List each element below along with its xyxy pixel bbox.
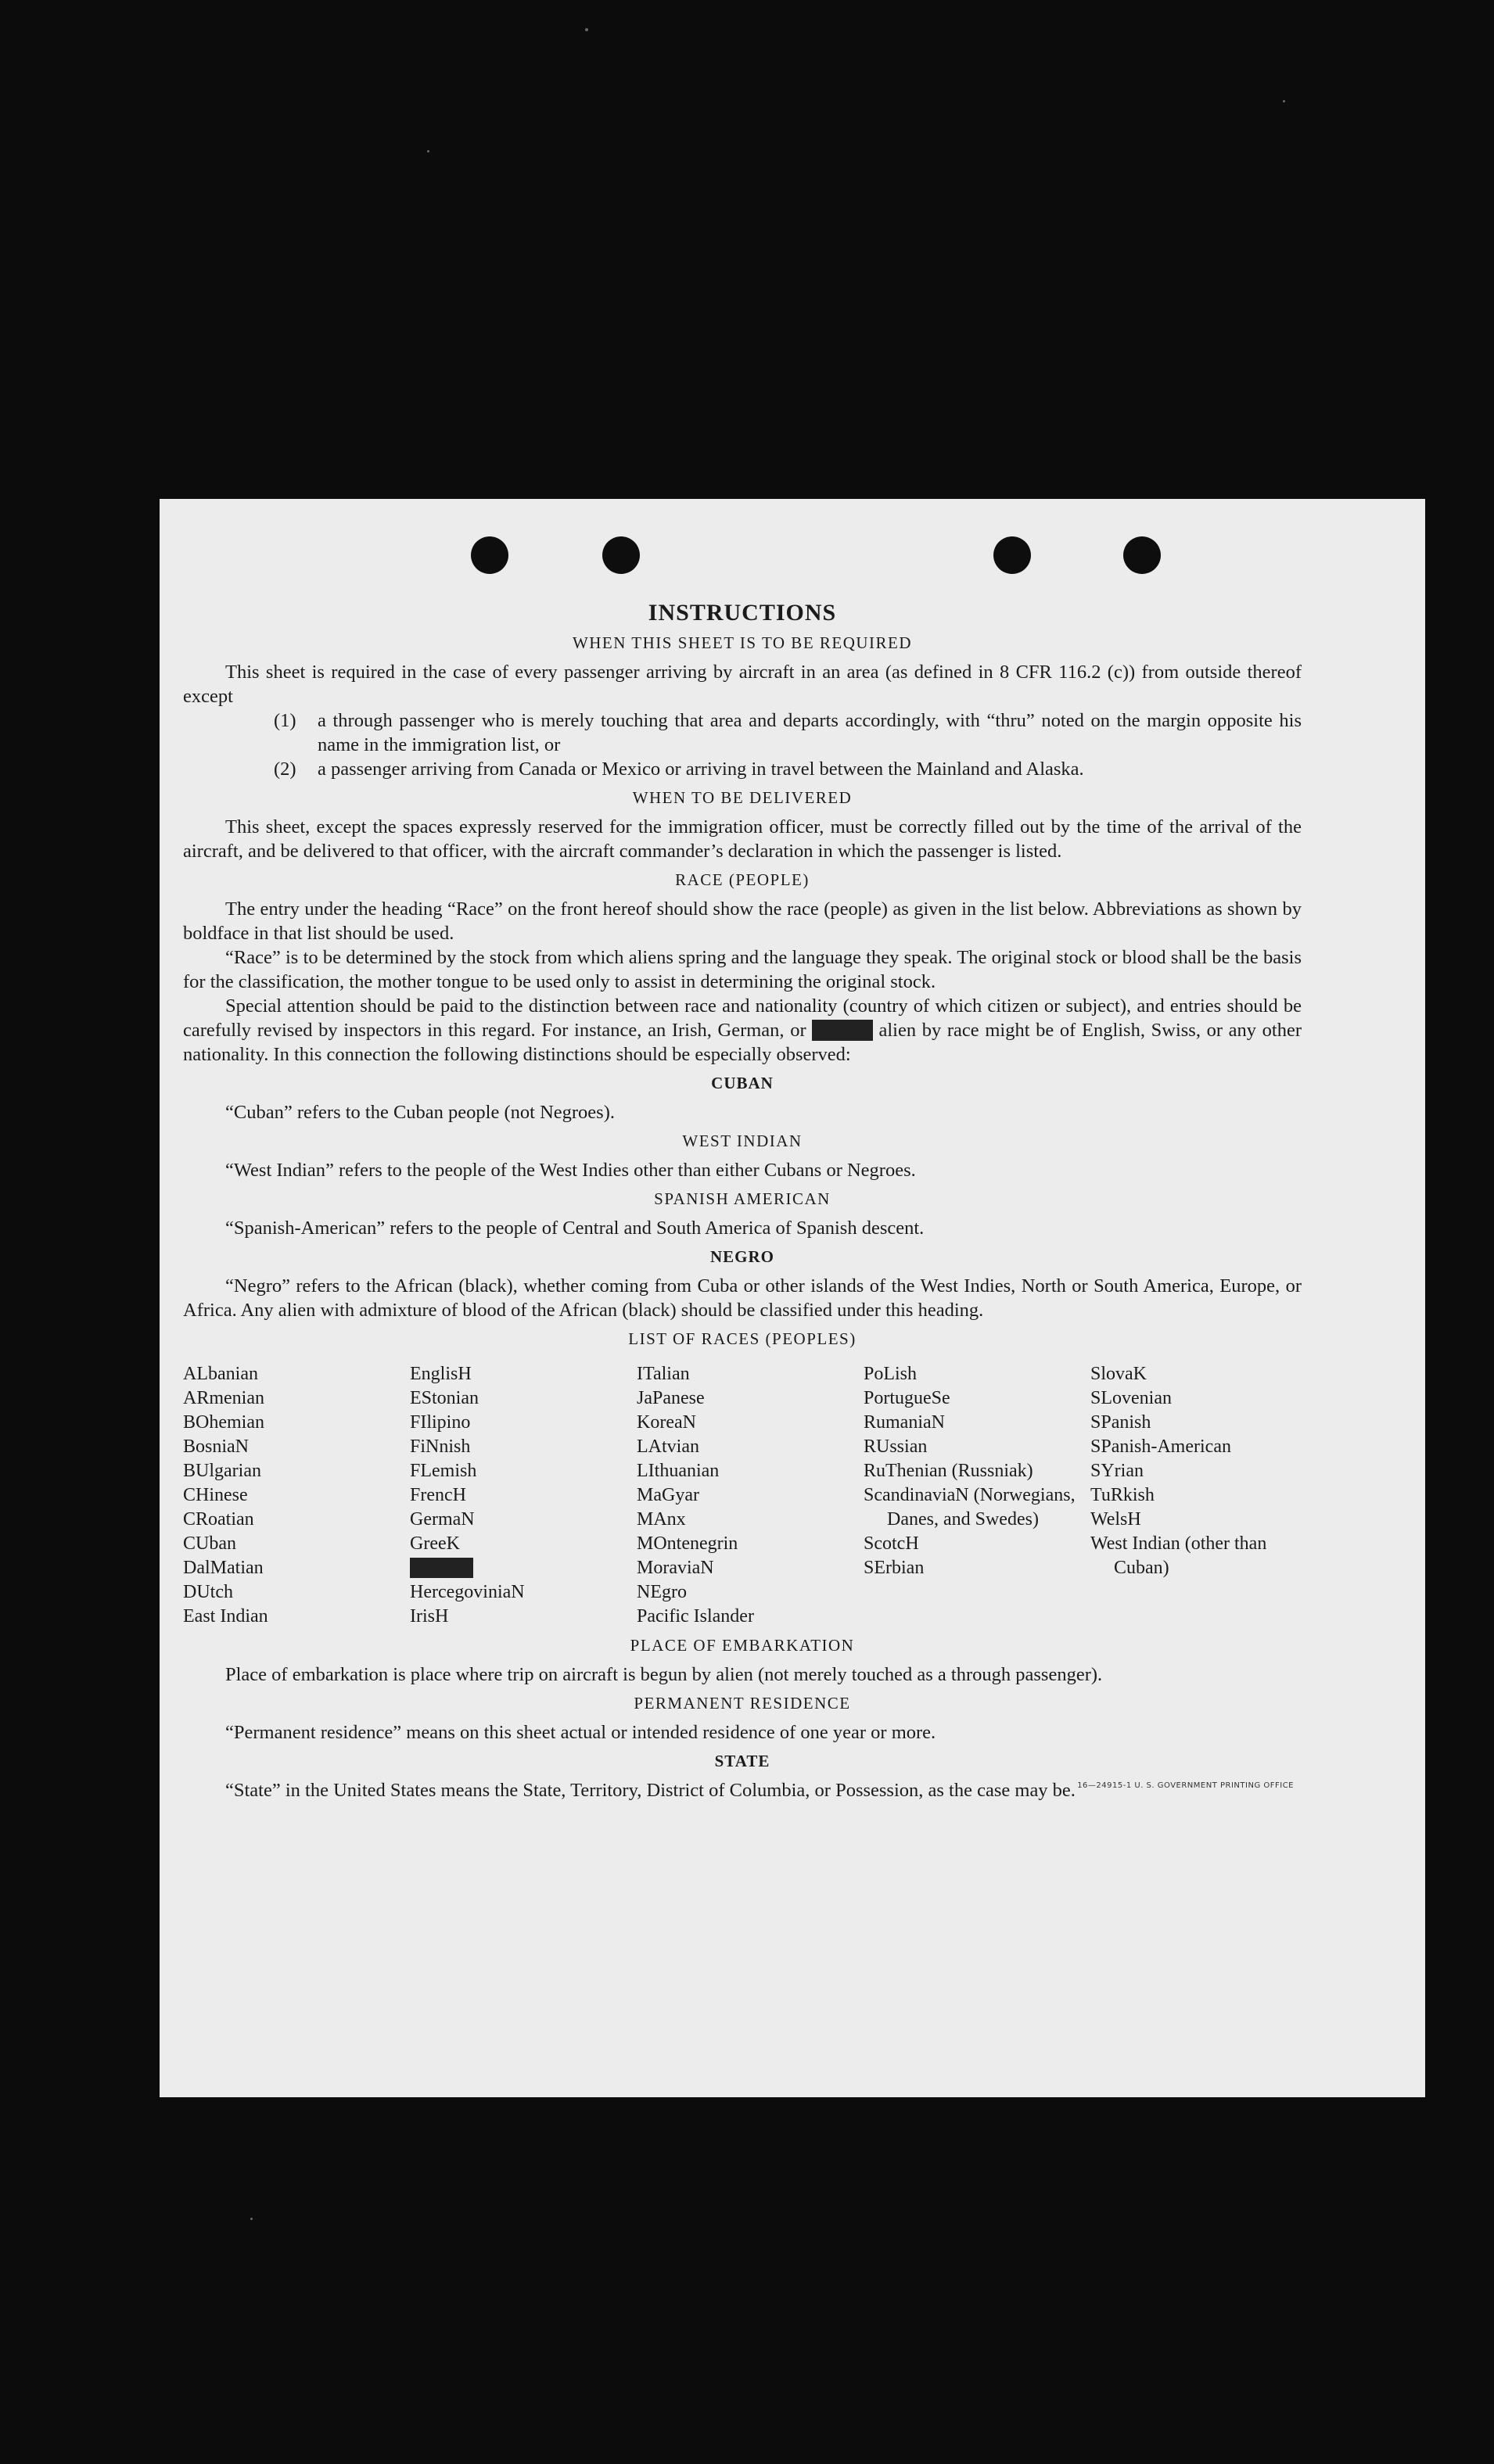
race-entry: GreeK <box>410 1533 460 1554</box>
race-entry: PortugueSe <box>864 1388 950 1408</box>
race-entry: CRoatian <box>183 1509 254 1530</box>
section-heading-cuban: CUBAN <box>711 1074 774 1092</box>
race-entry: LAtvian <box>637 1436 699 1457</box>
race-entry: BUlgarian <box>183 1461 261 1481</box>
punch-hole <box>1123 536 1161 574</box>
when-delivered-text: This sheet, except the spaces expressly reserved for the immigration officer, must be correctly filled out by the time of the arrival of the aircraft, and be delivered to that officer, with the aircraft commander’s declaration in which the passenger is listed. <box>183 816 1302 862</box>
race-entry: EStonian <box>410 1388 479 1408</box>
race-entry: CUban <box>183 1533 236 1554</box>
race-entry: DUtch <box>183 1582 233 1602</box>
race-entry: MOntenegrin <box>637 1533 738 1554</box>
races-column <box>410 1362 637 1629</box>
negro-text: “Negro” refers to the African (black), whether coming from Cuba or other islands of the West Indies, North or South America, Europe, or Africa. Any alien with admixture of blood of the African (black) should be classified under this heading. <box>183 1275 1302 1321</box>
race-entry: RuThenian (Russniak) <box>864 1461 1033 1481</box>
race-entry: PoLish <box>864 1364 918 1384</box>
exception-text: a through passenger who is merely touching that area and departs accordingly, with “thru” noted on the margin opposite his name in the immigration list, or <box>318 710 1302 755</box>
race-entry: FrencH <box>410 1485 466 1505</box>
race-entry: MAnx <box>637 1509 686 1530</box>
race-entry: ITalian <box>637 1364 690 1384</box>
race-entry: ScandinaviaN (Norwegians, Danes, and Swedes) <box>864 1485 1076 1530</box>
scan-speck <box>585 28 588 31</box>
race-entry: BosniaN <box>183 1436 249 1457</box>
scan-speck <box>427 150 429 152</box>
race-entry: JaPanese <box>637 1388 705 1408</box>
section-heading-when-delivered: WHEN TO BE DELIVERED <box>632 788 853 807</box>
state-row <box>183 1778 1302 1802</box>
section-heading-place-of-embarkation: PLACE OF EMBARKATION <box>630 1636 855 1655</box>
section-heading-spanish-american: SPANISH AMERICAN <box>654 1189 831 1208</box>
spanish-american-text: “Spanish-American” refers to the people of Central and South America of Spanish descent. <box>225 1218 925 1239</box>
race-entry: CHinese <box>183 1485 248 1505</box>
section-heading-state: STATE <box>714 1752 770 1770</box>
punch-hole <box>993 536 1031 574</box>
race-entry: MoraviaN <box>637 1558 714 1578</box>
races-list <box>183 1362 1302 1629</box>
race-paragraph-3-start: Special attention should be paid to the distinction between race and nationality (country of which citizen or subject), and entries should be carefully revised by inspectors in this regard. For instance, an Irish, German, or <box>183 995 1302 1041</box>
redacted-word: Hebrew <box>812 1020 873 1041</box>
page-title: INSTRUCTIONS <box>648 600 837 626</box>
instructions-content <box>183 601 1302 1802</box>
race-paragraph-1: The entry under the heading “Race” on the front hereof should show the race (people) as given in the list below. Abbreviations as shown by boldface in that list should be used. <box>183 898 1302 944</box>
race-paragraph-2: “Race” is to be determined by the stock from which aliens spring and the language they speak. The original stock or blood shall be the basis for the classification, the mother tongue to be used only to assist in determining the original stock. <box>183 947 1302 992</box>
section-heading-negro: NEGRO <box>709 1247 774 1266</box>
west-indian-text: “West Indian” refers to the people of the West Indies other than either Cubans or Negroes. <box>225 1160 916 1181</box>
redacted-race: HebreW <box>410 1558 474 1578</box>
exception-number: (1) <box>274 710 296 731</box>
instruction-sheet <box>160 499 1425 2097</box>
section-heading-list-of-races: LIST OF RACES (PEOPLES) <box>628 1329 857 1348</box>
section-heading-race: RACE (PEOPLE) <box>675 870 810 889</box>
race-entry: RumaniaN <box>864 1412 945 1433</box>
race-entry-redacted <box>410 1556 637 1580</box>
race-entry: EnglisH <box>410 1364 472 1384</box>
race-entry: FIlipino <box>410 1412 471 1433</box>
race-entry: GermaN <box>410 1509 475 1530</box>
scan-speck <box>250 2218 253 2220</box>
exception-item <box>274 757 1302 781</box>
race-entry: NEgro <box>637 1582 687 1602</box>
exceptions-list <box>183 708 1302 781</box>
races-column <box>864 1362 1090 1629</box>
race-entry: HercegoviniaN <box>410 1582 525 1602</box>
state-text: “State” in the United States means the State, Territory, District of Columbia, or Possession, as the case may be. <box>225 1780 1076 1801</box>
race-entry: MaGyar <box>637 1485 699 1505</box>
race-entry: SYrian <box>1090 1461 1144 1481</box>
race-entry: DalMatian <box>183 1558 264 1578</box>
permanent-residence-text: “Permanent residence” means on this sheet actual or intended residence of one year or more. <box>225 1722 936 1743</box>
race-entry: WelsH <box>1090 1509 1141 1530</box>
race-paragraph-3-end: alien by race might be of English, Swiss, or any other nationality. In this connection the following distinctions should be especially observed: <box>183 1020 1302 1065</box>
printing-office-code: 16—24915-1 U. S. GOVERNMENT PRINTING OFFICE <box>1077 1781 1294 1790</box>
section-heading-permanent-residence: PERMANENT RESIDENCE <box>634 1694 851 1713</box>
race-entry: SPanish <box>1090 1412 1151 1433</box>
race-entry: SlovaK <box>1090 1364 1147 1384</box>
race-entry: ALbanian <box>183 1364 258 1384</box>
race-entry: ScotcH <box>864 1533 919 1554</box>
punch-hole <box>471 536 508 574</box>
punch-hole <box>602 536 640 574</box>
exception-number: (2) <box>274 759 296 780</box>
race-entry: Pacific Islander <box>637 1606 754 1627</box>
section-heading-when-required: WHEN THIS SHEET IS TO BE REQUIRED <box>572 633 913 652</box>
race-entry: SLovenian <box>1090 1388 1172 1408</box>
races-column <box>183 1362 410 1629</box>
races-column <box>637 1362 864 1629</box>
scan-speck <box>1283 100 1285 102</box>
race-entry: LIthuanian <box>637 1461 720 1481</box>
races-column <box>1090 1362 1309 1629</box>
exception-text: a passenger arriving from Canada or Mexico or arriving in travel between the Mainland and Alaska. <box>318 759 1084 780</box>
race-entry: ARmenian <box>183 1388 264 1408</box>
race-entry: FLemish <box>410 1461 477 1481</box>
race-entry: IrisH <box>410 1606 449 1627</box>
when-required-intro: This sheet is required in the case of every passenger arriving by aircraft in an area (as defined in 8 CFR 116.2 (c)) from outside thereof except <box>183 662 1302 707</box>
race-entry: SErbian <box>864 1558 925 1578</box>
race-entry: BOhemian <box>183 1412 264 1433</box>
race-entry: East Indian <box>183 1606 268 1627</box>
race-entry: West Indian (other than Cuban) <box>1090 1533 1267 1578</box>
race-entry: SPanish-American <box>1090 1436 1231 1457</box>
race-entry: KoreaN <box>637 1412 696 1433</box>
race-entry: FiNnish <box>410 1436 471 1457</box>
race-entry: RUssian <box>864 1436 928 1457</box>
place-of-embarkation-text: Place of embarkation is place where trip on aircraft is begun by alien (not merely touched as a through passenger). <box>225 1664 1103 1685</box>
race-paragraph-3 <box>183 994 1302 1067</box>
exception-item <box>274 708 1302 757</box>
cuban-text: “Cuban” refers to the Cuban people (not Negroes). <box>225 1102 615 1123</box>
section-heading-west-indian: WEST INDIAN <box>682 1132 803 1150</box>
race-entry: TuRkish <box>1090 1485 1155 1505</box>
